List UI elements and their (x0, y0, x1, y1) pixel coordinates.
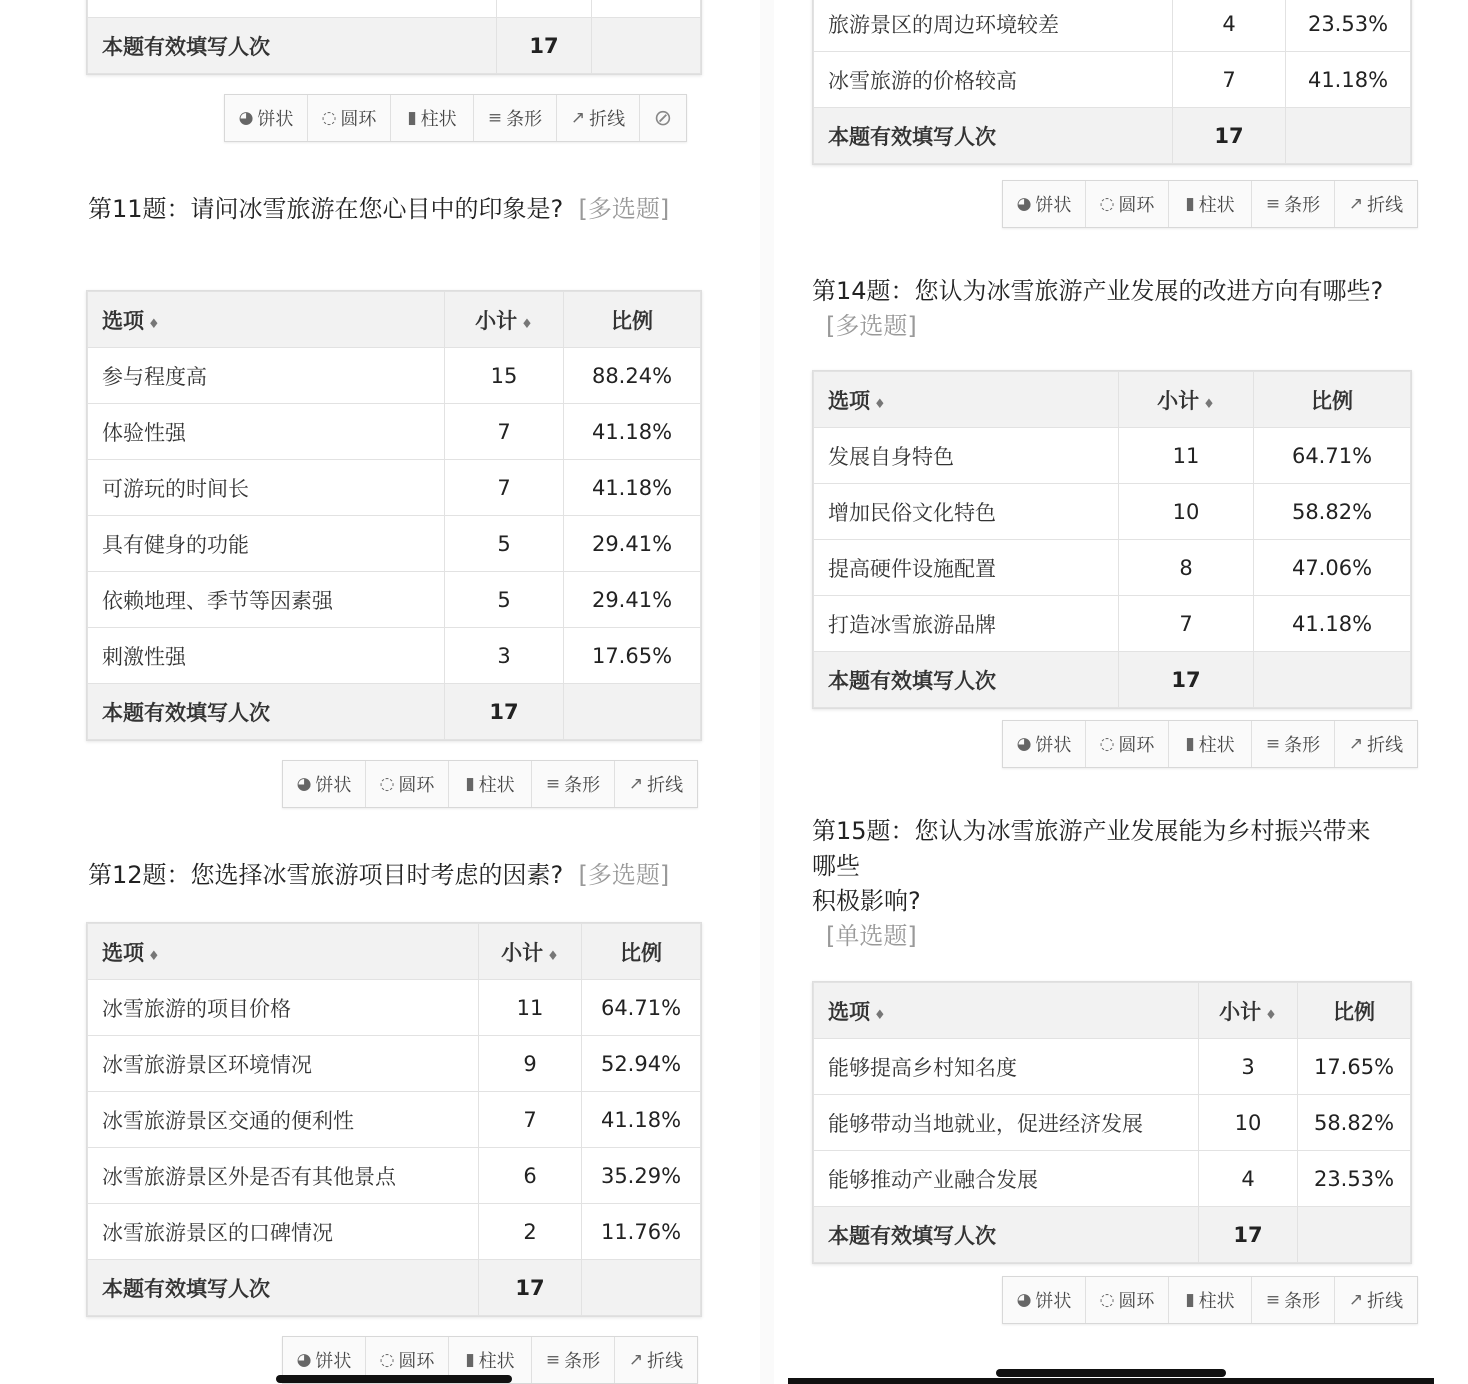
q12-type-tag: [多选题] (578, 861, 670, 889)
home-indicator[interactable] (276, 1375, 512, 1383)
bar-chart-icon: ▮ (465, 1350, 475, 1370)
q14-chart-toolbar (1002, 720, 1418, 768)
ring-chart-icon: ◌ (1099, 1290, 1115, 1310)
line-chart-icon: ↗ (628, 1350, 644, 1370)
total-label: 本题有效填写人次 (88, 18, 497, 74)
hbar-button[interactable]: ≡ 条形 (1252, 1277, 1335, 1323)
q12-result-table (86, 922, 702, 1317)
header-option[interactable]: 选项 ♦ (814, 372, 1119, 428)
bar-chart-icon: ▮ (407, 108, 417, 128)
ring-chart-icon: ◌ (1099, 734, 1115, 754)
table-row: 冰雪旅游景区交通的便利性 7 41.18% (88, 1092, 701, 1148)
bar-button[interactable]: ▮ 柱状 (391, 95, 474, 141)
q11-result-table (86, 290, 702, 741)
ring-button[interactable]: ◌ 圆环 (366, 761, 449, 807)
pie-button[interactable]: ◕ 饼状 (225, 95, 308, 141)
horizontal-bar-icon: ≡ (545, 1350, 561, 1370)
pie-button[interactable]: ◕ 饼状 (283, 761, 366, 807)
ring-button[interactable]: ◌ 圆环 (308, 95, 391, 141)
table-row: 冰雪旅游景区的口碑情况 2 11.76% (88, 1204, 701, 1260)
hbar-button[interactable]: ≡ 条形 (1252, 181, 1335, 227)
q10-chart-toolbar (224, 94, 687, 142)
table-row: 体验性强 7 41.18% (88, 404, 701, 460)
ring-button[interactable]: ◌ 圆环 (1086, 721, 1169, 767)
hbar-button[interactable]: ≡ 条形 (474, 95, 557, 141)
header-ratio: 比例 (1298, 983, 1411, 1039)
table-row: 依赖地理、季节等因素强 5 29.41% (88, 572, 701, 628)
sort-icon: ♦ (874, 396, 886, 412)
header-count[interactable]: 小计 ♦ (479, 924, 582, 980)
line-button[interactable]: ↗ 折线 (1348, 734, 1404, 756)
header-ratio: 比例 (1254, 372, 1411, 428)
q12-title: 第12题：您选择冰雪旅游项目时考虑的因素? [多选题] (88, 861, 670, 889)
bar-button[interactable]: ▮ 柱状 (449, 761, 532, 807)
q10-result-table (86, 0, 702, 75)
header-ratio: 比例 (564, 292, 701, 348)
hbar-button[interactable]: ≡ 条形 (532, 1337, 615, 1383)
table-row: 提高硬件设施配置 8 47.06% (814, 540, 1411, 596)
bar-button[interactable]: ▮ 柱状 (1169, 721, 1252, 767)
table-row: 冰雪旅游的价格较高 7 41.18% (814, 52, 1411, 108)
ring-chart-icon: ◌ (379, 774, 395, 794)
hbar-button[interactable]: ≡ 条形 (532, 761, 615, 807)
sort-icon: ♦ (148, 948, 160, 964)
ring-button[interactable]: ◌ 圆环 (1086, 181, 1169, 227)
table-row: 冰雪旅游景区环境情况 9 52.94% (88, 1036, 701, 1092)
total-count: 17 (497, 18, 592, 74)
horizontal-bar-icon: ≡ (1265, 734, 1281, 754)
header-count[interactable]: 小计 ♦ (445, 292, 564, 348)
q14-result-table (812, 370, 1412, 709)
pie-button[interactable]: ◕ 饼状 (1003, 1277, 1086, 1323)
home-indicator-right[interactable] (996, 1369, 1226, 1377)
sort-icon: ♦ (874, 1007, 886, 1023)
bar-button[interactable]: ▮ 柱状 (449, 1337, 532, 1383)
table-row: 具有健身的功能 5 29.41% (88, 516, 701, 572)
table-row: 参与程度高 15 88.24% (88, 348, 701, 404)
table-row: 能够推动产业融合发展 4 23.53% (814, 1151, 1411, 1207)
header-option[interactable]: 选项 ♦ (814, 983, 1199, 1039)
sort-icon: ♦ (521, 316, 533, 332)
line-button[interactable]: ↗ 折线 (557, 95, 640, 141)
pie-button[interactable]: ◕ 饼状 (1003, 181, 1086, 227)
ring-chart-icon: ◌ (321, 108, 337, 128)
table-row: 冰雪旅游的项目价格 11 64.71% (88, 980, 701, 1036)
clear-icon: ⊘ (653, 105, 673, 131)
table-row: 增加民俗文化特色 10 58.82% (814, 484, 1411, 540)
total-row (88, 18, 701, 74)
q14-type-tag: [多选题] (826, 312, 917, 340)
bar-chart-icon: ▮ (1185, 1290, 1195, 1310)
q11-title: 第11题：请问冰雪旅游在您心目中的印象是? [多选题] (88, 195, 670, 223)
ring-button[interactable]: ◌ 圆环 (366, 1337, 449, 1383)
table-row: 刺激性强 3 17.65% (88, 628, 701, 684)
horizontal-bar-icon: ≡ (545, 774, 561, 794)
sort-icon: ♦ (547, 948, 559, 964)
pie-chart-icon: ◕ (1016, 734, 1032, 754)
table-row: 旅游景区的周边环境较差 4 23.53% (814, 0, 1411, 52)
total-row: 本题有效填写人次 17 (814, 108, 1411, 164)
header-count[interactable]: 小计 ♦ (1199, 983, 1298, 1039)
line-chart-icon: ↗ (628, 774, 644, 794)
q15-title: 第15题：您认为冰雪旅游产业发展能为乡村振兴带来 哪些 积极影响? [单选题] (812, 814, 1422, 954)
pie-button[interactable]: ◕ 饼状 (283, 1337, 366, 1383)
line-button[interactable]: ↗ 折线 (1348, 1290, 1404, 1312)
clear-button[interactable] (640, 95, 686, 141)
bottom-strip (788, 1378, 1434, 1384)
total-row: 本题有效填写人次 17 (88, 1260, 701, 1316)
q15-result-table (812, 981, 1412, 1264)
pie-chart-icon: ◕ (1016, 194, 1032, 214)
bar-chart-icon: ▮ (1185, 194, 1195, 214)
q13-result-table (812, 0, 1412, 165)
column-divider (760, 0, 774, 1384)
q11-type-tag: [多选题] (578, 195, 670, 223)
pie-chart-icon: ◕ (296, 1350, 312, 1370)
line-chart-icon: ↗ (1348, 734, 1364, 754)
right-column (788, 0, 1434, 1384)
line-button[interactable]: ↗ 折线 (628, 774, 684, 796)
sort-icon: ♦ (1265, 1007, 1277, 1023)
line-chart-icon: ↗ (1348, 1290, 1364, 1310)
table-row: 冰雪旅游景区外是否有其他景点 6 35.29% (88, 1148, 701, 1204)
bar-button[interactable]: ▮ 柱状 (1169, 181, 1252, 227)
horizontal-bar-icon: ≡ (1265, 1290, 1281, 1310)
table-row: 能够提高乡村知名度 3 17.65% (814, 1039, 1411, 1095)
ring-chart-icon: ◌ (379, 1350, 395, 1370)
header-option[interactable]: 选项 ♦ (88, 924, 479, 980)
total-row: 本题有效填写人次 17 (88, 684, 701, 740)
line-button[interactable]: ↗ 折线 (628, 1350, 684, 1372)
q13-chart-toolbar (1002, 180, 1418, 228)
line-chart-icon: ↗ (1348, 194, 1364, 214)
pie-chart-icon: ◕ (238, 108, 254, 128)
table-row: 打造冰雪旅游品牌 7 41.18% (814, 596, 1411, 652)
header-option[interactable]: 选项 ♦ (88, 292, 445, 348)
horizontal-bar-icon: ≡ (1265, 194, 1281, 214)
q15-chart-toolbar (1002, 1276, 1418, 1324)
line-button[interactable]: ↗ 折线 (1348, 194, 1404, 216)
ring-chart-icon: ◌ (1099, 194, 1115, 214)
total-row: 本题有效填写人次 17 (814, 1207, 1411, 1263)
line-chart-icon: ↗ (570, 108, 586, 128)
bar-button[interactable]: ▮ 柱状 (1169, 1277, 1252, 1323)
q15-type-tag: [单选题] (826, 922, 917, 950)
ring-button[interactable]: ◌ 圆环 (1086, 1277, 1169, 1323)
pie-button[interactable]: ◕ 饼状 (1003, 721, 1086, 767)
hbar-button[interactable]: ≡ 条形 (1252, 721, 1335, 767)
sort-icon: ♦ (1203, 396, 1215, 412)
horizontal-bar-icon: ≡ (487, 108, 503, 128)
header-count[interactable]: 小计 ♦ (1119, 372, 1254, 428)
pie-chart-icon: ◕ (1016, 1290, 1032, 1310)
q11-chart-toolbar (282, 760, 698, 808)
bar-chart-icon: ▮ (465, 774, 475, 794)
q14-title: 第14题：您认为冰雪旅游产业发展的改进方向有哪些? [多选题] (812, 274, 1422, 344)
total-row: 本题有效填写人次 17 (814, 652, 1411, 708)
table-row: 能够带动当地就业，促进经济发展 10 58.82% (814, 1095, 1411, 1151)
bar-chart-icon: ▮ (1185, 734, 1195, 754)
pie-chart-icon: ◕ (296, 774, 312, 794)
sort-icon: ♦ (148, 316, 160, 332)
header-ratio: 比例 (582, 924, 701, 980)
table-row: 发展自身特色 11 64.71% (814, 428, 1411, 484)
table-row: 可游玩的时间长 7 41.18% (88, 460, 701, 516)
